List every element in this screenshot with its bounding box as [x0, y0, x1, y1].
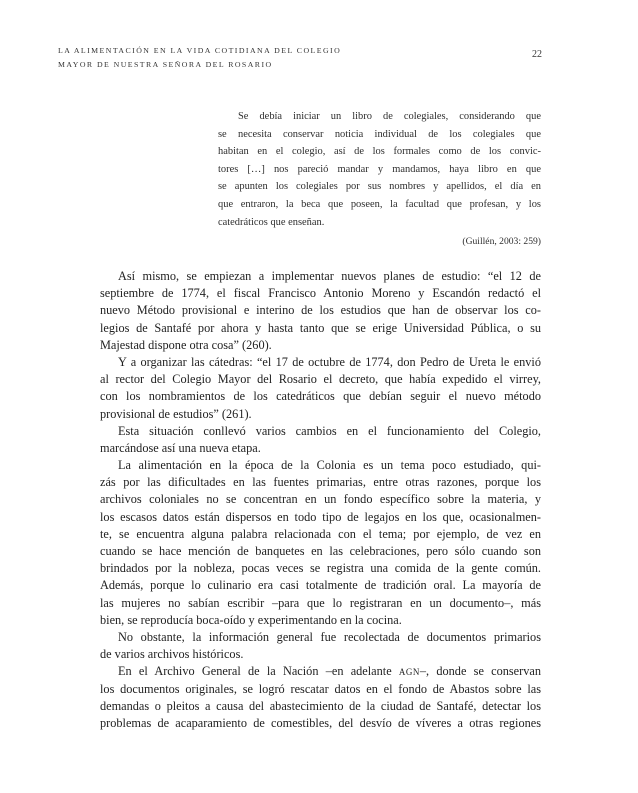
quote-line: Se debía iniciar un libro de colegiales, considerando que [238, 111, 541, 122]
body-line: demandas o pleitos a causa del abastecimiento de la ciudad de Santafé, detectar los [100, 698, 541, 713]
body-line: los documentos originales, se logró rescatar datos en el fondo de Abastos sobre las [100, 681, 541, 696]
body-line: Esta situación conllevó varios cambios en el funcionamiento del Colegio, [118, 423, 541, 438]
quote-citation: (Guillén, 2003: 259) [462, 236, 541, 248]
body-line: Así mismo, se empiezan a implementar nuevos planes de estudio: “el 12 de [118, 269, 541, 283]
body-line: No obstante, la información general fue recolectada de documentos primarios [118, 629, 541, 644]
body-line: bien, se reproducía boca-oído y experimentando en la cocina. [100, 612, 402, 627]
body-line: provisional de estudios” (261). [100, 406, 252, 421]
quote-line: tores […] nos pareció mandar y mandamos, haya libro en que [218, 163, 541, 175]
body-line: problemas de acaparamiento de comestibles, del desvío de víveres a otras regiones [100, 715, 541, 730]
running-header-line-1: LA ALIMENTACIÓN EN LA VIDA COTIDIANA DEL COLEGIO [58, 46, 342, 55]
body-line-agn-start: En el Archivo General de la Nación –en adelante [118, 664, 399, 679]
body-line: con los nombramientos de los catedráticos que debían seguir el nuevo método [100, 389, 541, 404]
body-line: septiembre de 1774, el fiscal Francisco Antonio Moreno y Escandón redactó el [100, 286, 541, 301]
body-line-agn-end: –, donde se conservan [419, 664, 541, 679]
body-line: te, se encuentra alguna palabra relacionada con el tema; por ejemplo, de vez en [100, 526, 541, 541]
body-line: zás por las dificultades en las fuentes primarias, entre otras razones, porque los [100, 475, 541, 490]
agn-abbreviation: agn [398, 664, 420, 679]
running-header-line-2: MAYOR DE NUESTRA SEÑORA DEL ROSARIO [58, 60, 273, 69]
body-line: cuando se hace mención de banquetes en las celebraciones, pero sólo cuando son [100, 544, 541, 558]
body-line: La alimentación en la época de la Colonia es un tema poco estudiado, qui- [118, 458, 541, 473]
body-line: legios de Santafé por ahora y hasta tanto que se erige Universidad Pública, o su [100, 320, 541, 335]
page-number: 22 [532, 49, 542, 60]
body-line: Además, porque lo culinario era casi totalmente de tradición oral. La mayoría de [100, 578, 541, 593]
body-line-agn [100, 663, 541, 680]
body-line: Majestad dispone otra cosa” (260). [100, 337, 272, 352]
block-quote [218, 108, 541, 251]
body-line: nuevo Método provisional e interino de los estudios que han de observar los co- [100, 303, 541, 318]
body-line: Y a organizar las cátedras: “el 17 de octubre de 1774, don Pedro de Ureta le envió [118, 354, 541, 369]
body-line: marcándose así una nueva etapa. [100, 440, 261, 455]
body-line: al rector del Colegio Mayor del Rosario el decreto, que había expedido el virrey, [100, 372, 541, 387]
body-line: los escasos datos están dispersos en todo tipo de legajos en los que, ocasionalmen- [100, 509, 541, 524]
quote-line: habitan en el colegio, así de los formales como de los convic- [218, 146, 541, 158]
body-line: de varios archivos históricos. [100, 647, 244, 662]
body-line: brindados por la nobleza, pocas veces se registra una comida de la gente común. [100, 561, 541, 576]
body-line: las mujeres no sabían escribir –para que lo registraran en un documento–, más [100, 595, 541, 610]
body-line: archivos coloniales no se concentran en un fondo específico sobre la materia, y [100, 492, 541, 507]
running-header [58, 44, 358, 72]
body-text [100, 268, 541, 732]
quote-line: se necesita conservar noticia individual de los colegiales que [218, 128, 541, 140]
quote-line: que entraron, la beca que poseen, la facultad que profesan, y los [218, 198, 541, 210]
quote-line: catedráticos que enseñan. [218, 216, 325, 228]
quote-line: se apunten los colegiales por sus nombres y apellidos, el día en [218, 181, 541, 193]
